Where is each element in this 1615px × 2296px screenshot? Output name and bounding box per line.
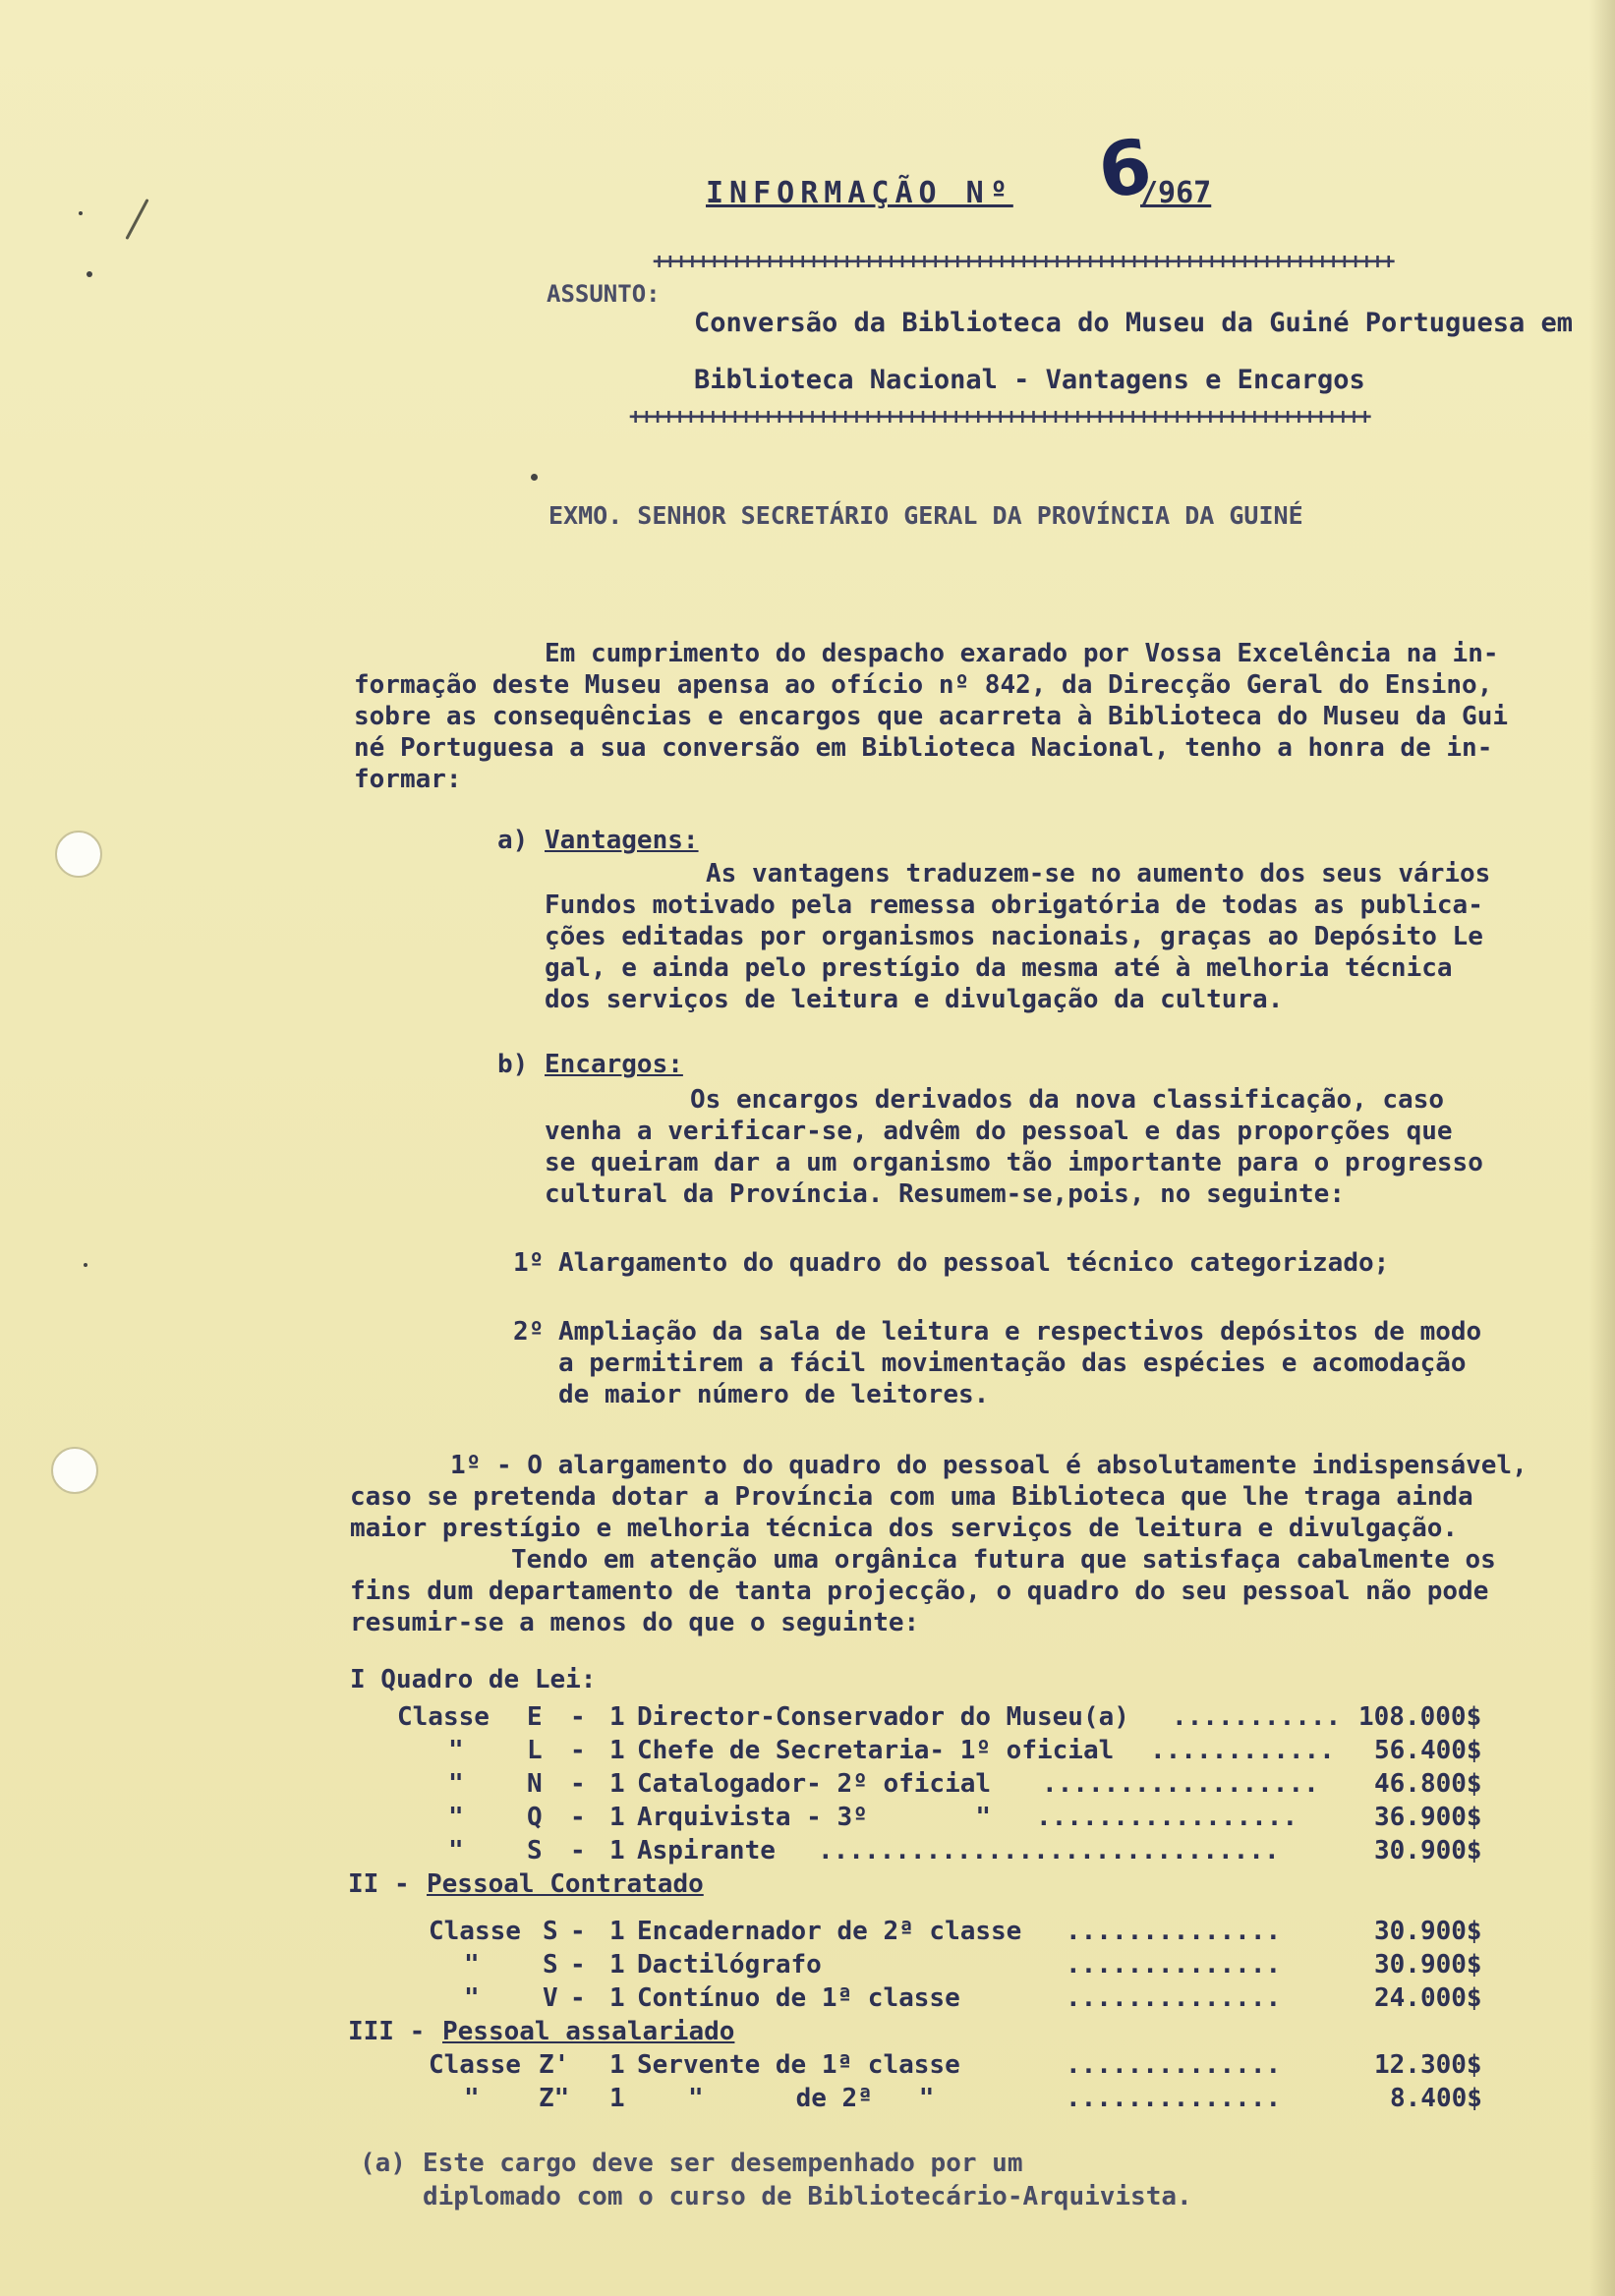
staff-row-prefix: ": [448, 1736, 464, 1765]
footnote-line: Este cargo deve ser desempenhado por um: [423, 2149, 1023, 2178]
body-line: maior prestígio e melhoria técnica dos serviços de leitura e divulgação.: [350, 1514, 1459, 1543]
staff-group-heading: Pessoal assalariado: [442, 2017, 735, 2046]
staff-row-sep: -: [570, 1917, 586, 1946]
point-number: 1º: [513, 1248, 545, 1278]
section-a-line: ções editadas por organismos nacionais, graças ao Depósito Le: [545, 922, 1483, 951]
section-a-line: Fundos motivado pela remessa obrigatória de todas as publica-: [545, 890, 1483, 920]
staff-row-dots: ............: [1150, 1736, 1335, 1765]
document-year: /967: [1140, 176, 1212, 210]
staff-row-dots: ...........: [1172, 1702, 1342, 1732]
footnote-line: diplomado com o curso de Bibliotecário-Arquivista.: [423, 2182, 1192, 2211]
intro-line: formar:: [354, 765, 462, 794]
point-line: Ampliação da sala de leitura e respectivos depósitos de modo: [558, 1317, 1482, 1347]
staff-row-class: Z": [539, 2084, 570, 2113]
point-line: Alargamento do quadro do pessoal técnico categorizado;: [558, 1248, 1390, 1278]
separator-top: +++++++++++++++++++++++++++++++++++++++++++++++++++++++++++++++++++: [653, 250, 1394, 274]
staff-row-prefix: ": [464, 1983, 480, 2013]
section-a-line: gal, e ainda pelo prestígio da mesma até à melhoria técnica: [545, 953, 1453, 983]
staff-row-qty: 1: [609, 1702, 625, 1732]
section-a-label: a): [497, 826, 529, 855]
paper-speck: [84, 1263, 87, 1267]
staff-row-dots: .................: [1036, 1803, 1298, 1832]
staff-row-desc: Servente de 1ª classe: [637, 2050, 960, 2080]
intro-line: né Portuguesa a sua conversão em Biblioteca Nacional, tenho a honra de in-: [354, 733, 1493, 763]
staff-row-sep: -: [570, 1803, 586, 1832]
staff-row-sep: -: [570, 1983, 586, 2013]
body-line: 1º - O alargamento do quadro do pessoal é absolutamente indispensável,: [450, 1451, 1528, 1480]
staff-row-desc: Contínuo de 1ª classe: [637, 1983, 960, 2013]
salutation: EXMO. SENHOR SECRETÁRIO GERAL DA PROVÍNCIA DA GUINÉ: [548, 501, 1303, 530]
staff-row-prefix: Classe: [397, 1702, 490, 1732]
staff-row-sep: -: [570, 1769, 586, 1799]
staff-row-amount: 24.000$: [1374, 1983, 1482, 2013]
paper-speck: [531, 474, 538, 481]
staff-row-amount: 8.400$: [1390, 2084, 1482, 2113]
staff-row-qty: 1: [609, 1917, 625, 1946]
staff-row-qty: 1: [609, 1769, 625, 1799]
staff-group-heading: Pessoal Contratado: [427, 1869, 704, 1899]
staff-row-class: N: [527, 1769, 543, 1799]
staff-row-desc: Dactilógrafo: [637, 1950, 822, 1980]
staff-row-dots: ..............: [1066, 2084, 1282, 2113]
staff-row-qty: 1: [609, 1950, 625, 1980]
staff-row-prefix: Classe: [429, 1917, 521, 1946]
staff-row-desc: Catalogador- 2º oficial: [637, 1769, 992, 1799]
staff-row-class: V: [543, 1983, 558, 2013]
staff-group-number: II -: [348, 1869, 410, 1899]
staff-row-class: S: [543, 1950, 558, 1980]
staff-row-dots: ..............................: [818, 1836, 1280, 1866]
intro-line: sobre as consequências e encargos que acarreta à Biblioteca do Museu da Gui: [354, 702, 1508, 731]
staff-row-desc: " de 2ª ": [688, 2084, 935, 2113]
section-b-heading: Encargos:: [545, 1050, 683, 1079]
section-b-label: b): [497, 1050, 529, 1079]
section-b-line: venha a verificar-se, advêm do pessoal e das proporções que: [545, 1117, 1453, 1146]
staff-row-desc: Encadernador de 2ª classe: [637, 1917, 1022, 1946]
section-b-line: se queiram dar a um organismo tão importante para o progresso: [545, 1148, 1483, 1177]
section-b-line: cultural da Província. Resumem-se,pois, no seguinte:: [545, 1179, 1345, 1209]
intro-line: Em cumprimento do despacho exarado por Vossa Excelência na in-: [545, 639, 1499, 668]
staff-row-dots: ..............: [1066, 2050, 1282, 2080]
staff-row-amount: 56.400$: [1374, 1736, 1482, 1765]
section-a-heading: Vantagens:: [545, 826, 699, 855]
staff-row-qty: 1: [609, 1736, 625, 1765]
subject-line-2: Biblioteca Nacional - Vantagens e Encargos: [694, 365, 1365, 395]
staff-row-class: S: [527, 1836, 543, 1866]
staff-row-amount: 36.900$: [1374, 1803, 1482, 1832]
paper-speck: [79, 211, 83, 215]
staff-row-prefix: ": [448, 1769, 464, 1799]
staff-row-dots: ..............: [1066, 1917, 1282, 1946]
staff-row-prefix: Classe: [429, 2050, 521, 2080]
point-line: de maior número de leitores.: [558, 1380, 990, 1409]
staff-group-number: III -: [348, 2017, 426, 2046]
punch-hole-top: [55, 831, 102, 878]
intro-line: formação deste Museu apensa ao ofício nº 842, da Direcção Geral do Ensino,: [354, 670, 1493, 700]
staff-row-prefix: ": [464, 1950, 480, 1980]
section-b-line: Os encargos derivados da nova classificação, caso: [690, 1085, 1445, 1115]
staff-row-desc: Aspirante: [637, 1836, 776, 1866]
staff-row-sep: -: [570, 1736, 586, 1765]
document-number: 6: [1092, 121, 1157, 216]
staff-row-amount: 12.300$: [1374, 2050, 1482, 2080]
staff-row-sep: -: [570, 1836, 586, 1866]
footnote-label: (a): [360, 2149, 406, 2178]
staff-row-dots: ..............: [1066, 1983, 1282, 2013]
staff-row-sep: -: [570, 1702, 586, 1732]
subject-line-1: Conversão da Biblioteca do Museu da Guiné Portuguesa em: [694, 308, 1574, 338]
subject-label: ASSUNTO:: [547, 280, 661, 308]
staff-row-qty: 1: [609, 2084, 625, 2113]
staff-row-class: S: [543, 1917, 558, 1946]
section-a-line: dos serviços de leitura e divulgação da cultura.: [545, 985, 1284, 1014]
staff-row-qty: 1: [609, 2050, 625, 2080]
staff-row-amount: 30.900$: [1374, 1836, 1482, 1866]
body-line: resumir-se a menos do que o seguinte:: [350, 1608, 920, 1637]
point-number: 2º: [513, 1317, 545, 1347]
document-title: INFORMAÇÃO Nº: [706, 176, 1013, 210]
separator-bottom: +++++++++++++++++++++++++++++++++++++++++++++++++++++++++++++++++++: [629, 405, 1370, 430]
section-a-line: As vantagens traduzem-se no aumento dos seus vários: [706, 859, 1491, 889]
staff-row-prefix: ": [448, 1836, 464, 1866]
staff-row-prefix: ": [448, 1803, 464, 1832]
punch-hole-bottom: [51, 1447, 98, 1494]
body-line: Tendo em atenção uma orgânica futura que satisfaça cabalmente os: [511, 1545, 1496, 1575]
body-line: fins dum departamento de tanta projecção, o quadro do seu pessoal não pode: [350, 1577, 1489, 1606]
staff-row-qty: 1: [609, 1803, 625, 1832]
staff-row-desc: Chefe de Secretaria- 1º oficial: [637, 1736, 1115, 1765]
paper-speck: [87, 271, 92, 277]
staff-row-class: Z': [539, 2050, 570, 2080]
staff-row-dots: ..............: [1066, 1950, 1282, 1980]
point-line: a permitirem a fácil movimentação das espécies e acomodação: [558, 1349, 1467, 1378]
staff-row-amount: 30.900$: [1374, 1950, 1482, 1980]
paper-scratch: [125, 199, 148, 240]
staff-row-class: E: [527, 1702, 543, 1732]
staff-row-amount: 30.900$: [1374, 1917, 1482, 1946]
staff-row-prefix: ": [464, 2084, 480, 2113]
staff-row-desc: Arquivista - 3º ": [637, 1803, 992, 1832]
staff-row-amount: 46.800$: [1374, 1769, 1482, 1799]
page-edge-shadow: [1589, 0, 1615, 2296]
staff-row-desc: Director-Conservador do Museu(a): [637, 1702, 1129, 1732]
staff-row-dots: ..................: [1042, 1769, 1319, 1799]
staff-row-sep: -: [570, 1950, 586, 1980]
staff-row-amount: 108.000$: [1358, 1702, 1482, 1732]
staff-row-class: Q: [527, 1803, 543, 1832]
staff-row-class: L: [527, 1736, 543, 1765]
staff-row-qty: 1: [609, 1983, 625, 2013]
staff-group-heading: I Quadro de Lei:: [350, 1665, 597, 1694]
body-line: caso se pretenda dotar a Província com uma Biblioteca que lhe traga ainda: [350, 1482, 1473, 1512]
staff-row-qty: 1: [609, 1836, 625, 1866]
